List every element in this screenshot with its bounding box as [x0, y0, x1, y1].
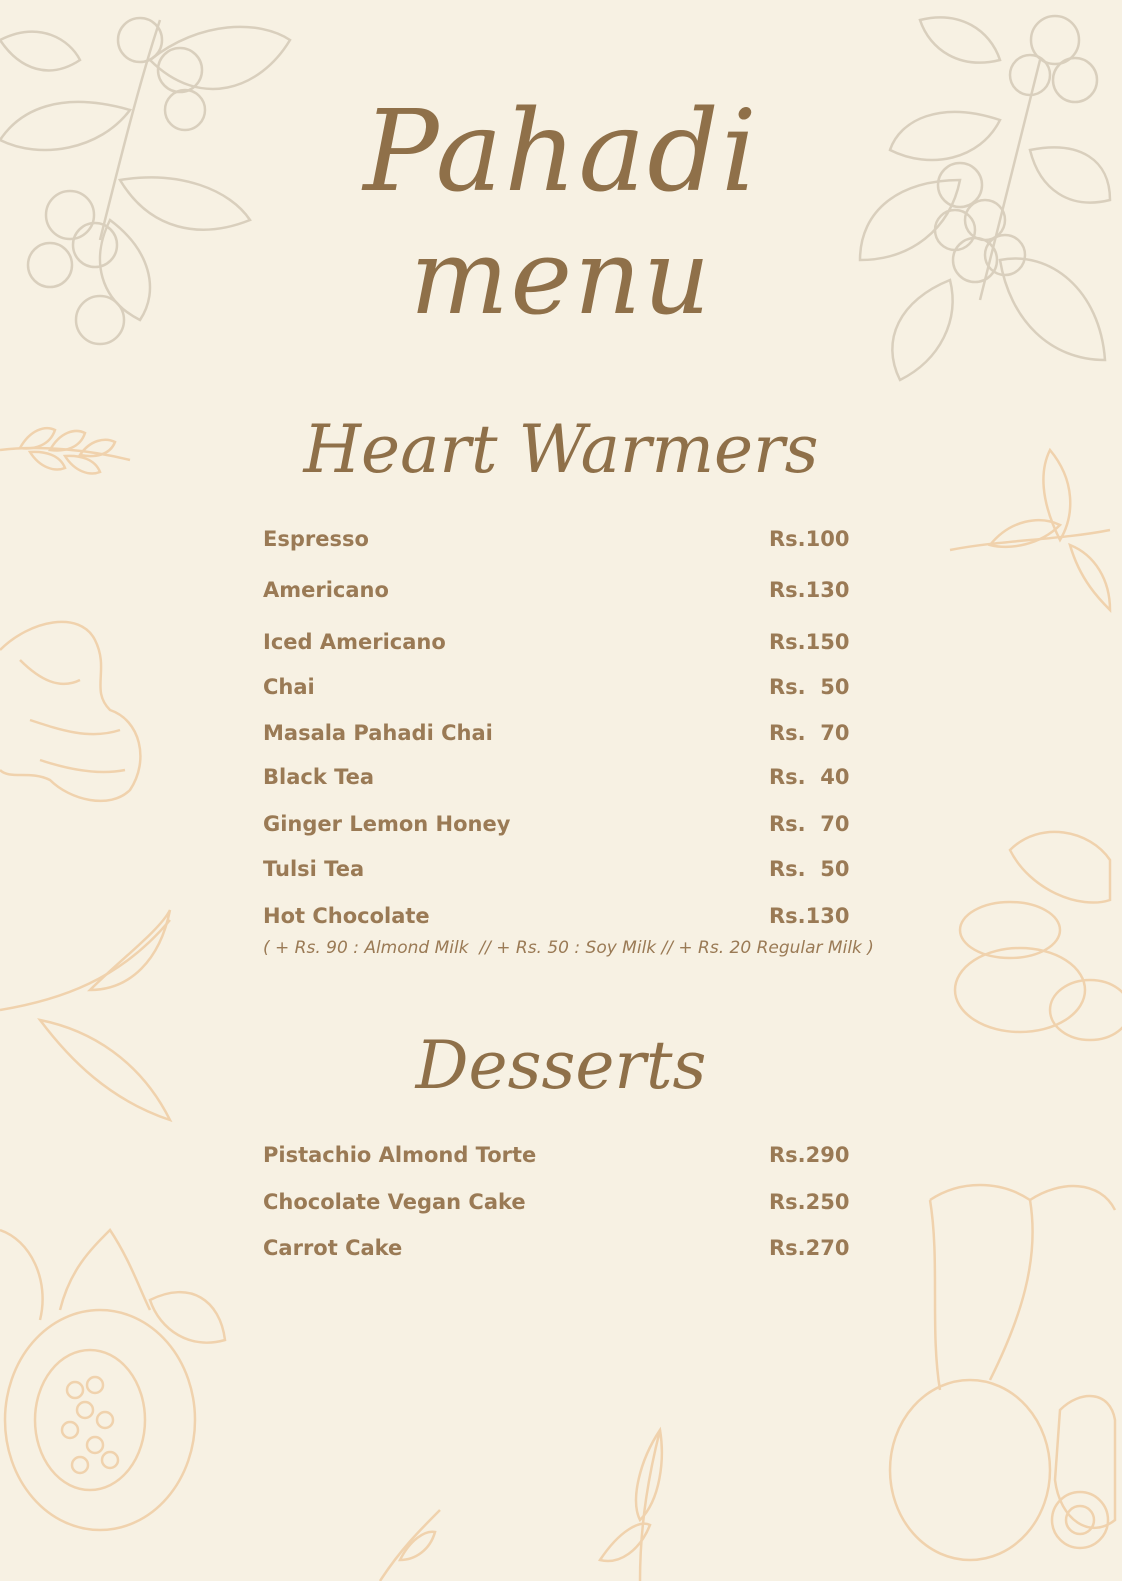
menu-item-row: [263, 527, 863, 557]
menu-item-row: [263, 765, 863, 795]
milk-options-note: ( + Rs. 90 : Almond Milk // + Rs. 50 : Soy Milk // + Rs. 20 Regular Milk ): [263, 938, 874, 958]
section-title-desserts: Desserts: [415, 1027, 707, 1104]
menu-item-row: [263, 630, 863, 660]
menu-item-row: [263, 675, 863, 705]
menu-item-price: Rs. 70: [769, 721, 850, 745]
menu-item-name: Ginger Lemon Honey: [263, 812, 511, 836]
menu-item-price: Rs. 50: [769, 857, 850, 881]
menu-item-name: Espresso: [263, 527, 369, 551]
menu-item-row: [263, 857, 863, 887]
menu-item-name: Hot Chocolate: [263, 904, 430, 928]
menu-item-price: Rs.130: [769, 578, 850, 602]
menu-title-pahadi: Pahadi: [363, 87, 759, 217]
menu-item-name: Carrot Cake: [263, 1236, 403, 1260]
menu-item-row: [263, 812, 863, 842]
menu-item-name: Chocolate Vegan Cake: [263, 1190, 526, 1214]
menu-item-price: Rs.150: [769, 630, 850, 654]
menu-item-price: Rs.250: [769, 1190, 850, 1214]
menu-item-name: Iced Americano: [263, 630, 446, 654]
menu-item-row: [263, 1190, 863, 1220]
leaf-sprig-bottom-icon: [380, 1430, 662, 1581]
pomegranate-bottom-left-icon: [0, 1230, 225, 1530]
menu-item-price: Rs.100: [769, 527, 850, 551]
menu-item-name: Pistachio Almond Torte: [263, 1143, 537, 1167]
menu-item-price: Rs. 50: [769, 675, 850, 699]
menu-item-name: Tulsi Tea: [263, 857, 365, 881]
menu-item-price: Rs. 70: [769, 812, 850, 836]
menu-item-name: Masala Pahadi Chai: [263, 721, 493, 745]
menu-item-row: [263, 578, 863, 608]
menu-item-price: Rs. 40: [769, 765, 850, 789]
menu-item-name: Black Tea: [263, 765, 375, 789]
menu-item-row: [263, 1236, 863, 1266]
menu-item-name: Chai: [263, 675, 315, 699]
menu-item-row: [263, 904, 863, 934]
menu-item-name: Americano: [263, 578, 389, 602]
menu-item-row: [263, 1143, 863, 1173]
menu-item-price: Rs.130: [769, 904, 850, 928]
menu-item-price: Rs.290: [769, 1143, 850, 1167]
menu-title-menu: menu: [409, 216, 713, 338]
menu-item-row: [263, 721, 863, 751]
section-title-heart-warmers: Heart Warmers: [303, 411, 819, 488]
almond-nuts-right-icon: [955, 832, 1122, 1040]
menu-item-price: Rs.270: [769, 1236, 850, 1260]
ginger-root-left-icon: [0, 622, 140, 801]
beetroot-bottom-right-icon: [890, 1185, 1115, 1560]
